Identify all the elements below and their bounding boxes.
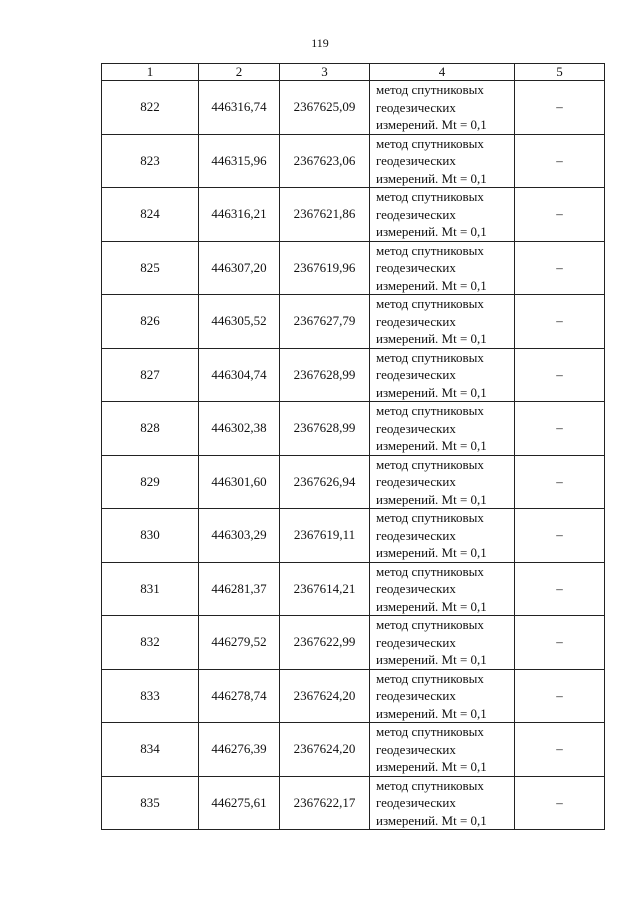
note-cell: – — [515, 723, 605, 777]
method-line: метод спутниковых — [376, 403, 484, 418]
method-line: измерений. Mt = 0,1 — [376, 759, 487, 774]
x-coordinate-cell: 446279,52 — [199, 616, 280, 670]
coordinates-table — [101, 63, 605, 830]
y-coordinate-cell: 2367614,21 — [280, 562, 370, 616]
x-coordinate-cell: 446316,21 — [199, 188, 280, 242]
note-cell: – — [515, 188, 605, 242]
method-line: измерений. Mt = 0,1 — [376, 598, 487, 614]
method-line: измерений. Mt = 0,1 — [376, 117, 487, 132]
method-line: метод спутниковых — [376, 82, 484, 97]
table-header — [102, 64, 605, 81]
point-number-cell: 829 — [102, 455, 199, 509]
x-coordinate-cell: 446275,61 — [199, 776, 280, 830]
point-number-cell: 828 — [102, 402, 199, 456]
method-line: метод спутниковых — [376, 135, 484, 151]
table-row — [102, 402, 605, 456]
method-line: измерений. Mt = 0,1 — [376, 331, 487, 346]
point-number-cell: 834 — [102, 723, 199, 777]
method-cell — [370, 616, 515, 670]
point-number-cell: 835 — [102, 776, 199, 830]
x-coordinate-cell: 446302,38 — [199, 402, 280, 456]
note-cell: – — [515, 669, 605, 723]
method-line: метод спутниковых — [376, 617, 484, 632]
note-cell: – — [515, 348, 605, 402]
method-cell — [370, 241, 515, 295]
method-line: геодезических — [376, 367, 456, 382]
x-coordinate-cell: 446278,74 — [199, 669, 280, 723]
note-cell: – — [515, 562, 605, 616]
note-cell: – — [515, 509, 605, 563]
method-line: метод спутниковых — [376, 456, 484, 472]
method-line: метод спутниковых — [376, 510, 484, 525]
method-cell — [370, 562, 515, 616]
y-coordinate-cell: 2367626,94 — [280, 455, 370, 509]
method-line: измерений. Mt = 0,1 — [376, 170, 487, 186]
method-line: геодезических — [376, 581, 456, 596]
method-line: измерений. Mt = 0,1 — [376, 384, 487, 400]
header-col-5: 5 — [515, 64, 605, 81]
method-line: метод спутниковых — [376, 724, 484, 739]
header-col-2: 2 — [199, 64, 280, 81]
method-line: измерений. Mt = 0,1 — [376, 277, 487, 293]
method-line: метод спутниковых — [376, 777, 484, 793]
point-number-cell: 824 — [102, 188, 199, 242]
note-cell: – — [515, 776, 605, 830]
x-coordinate-cell: 446303,29 — [199, 509, 280, 563]
method-line: геодезических — [376, 741, 456, 757]
point-number-cell: 823 — [102, 134, 199, 188]
y-coordinate-cell: 2367627,79 — [280, 295, 370, 349]
table-row — [102, 776, 605, 830]
x-coordinate-cell: 446305,52 — [199, 295, 280, 349]
x-coordinate-cell: 446307,20 — [199, 241, 280, 295]
note-cell: – — [515, 616, 605, 670]
note-cell: – — [515, 402, 605, 456]
method-line: геодезических — [376, 206, 456, 222]
method-line: геодезических — [376, 420, 456, 436]
y-coordinate-cell: 2367619,96 — [280, 241, 370, 295]
header-col-3: 3 — [280, 64, 370, 81]
method-line: геодезических — [376, 527, 456, 543]
method-line: измерений. Mt = 0,1 — [376, 491, 487, 507]
method-line: геодезических — [376, 795, 456, 810]
method-line: метод спутниковых — [376, 670, 484, 686]
note-cell: – — [515, 295, 605, 349]
point-number-cell: 830 — [102, 509, 199, 563]
method-cell — [370, 509, 515, 563]
method-cell — [370, 348, 515, 402]
x-coordinate-cell: 446315,96 — [199, 134, 280, 188]
y-coordinate-cell: 2367628,99 — [280, 402, 370, 456]
table-row — [102, 509, 605, 563]
method-cell — [370, 455, 515, 509]
method-cell — [370, 81, 515, 135]
note-cell: – — [515, 134, 605, 188]
table-row — [102, 562, 605, 616]
method-line: геодезических — [376, 688, 456, 703]
y-coordinate-cell: 2367628,99 — [280, 348, 370, 402]
table-row — [102, 348, 605, 402]
page-number: 119 — [311, 36, 329, 50]
point-number-cell: 822 — [102, 81, 199, 135]
table-row — [102, 81, 605, 135]
method-cell — [370, 188, 515, 242]
method-line: геодезических — [376, 99, 456, 115]
point-number-cell: 825 — [102, 241, 199, 295]
method-line: измерений. Mt = 0,1 — [376, 545, 487, 560]
method-line: метод спутниковых — [376, 189, 484, 204]
x-coordinate-cell: 446316,74 — [199, 81, 280, 135]
method-line: метод спутниковых — [376, 296, 484, 311]
method-line: метод спутниковых — [376, 242, 484, 258]
method-cell — [370, 134, 515, 188]
y-coordinate-cell: 2367622,99 — [280, 616, 370, 670]
header-col-1: 1 — [102, 64, 199, 81]
table-row — [102, 455, 605, 509]
method-line: геодезических — [376, 474, 456, 489]
method-line: измерений. Mt = 0,1 — [376, 812, 487, 828]
point-number-cell: 827 — [102, 348, 199, 402]
method-cell — [370, 402, 515, 456]
point-number-cell: 826 — [102, 295, 199, 349]
method-cell — [370, 776, 515, 830]
table-row — [102, 669, 605, 723]
note-cell: – — [515, 241, 605, 295]
method-cell — [370, 295, 515, 349]
note-cell: – — [515, 81, 605, 135]
note-cell: – — [515, 455, 605, 509]
table-row — [102, 295, 605, 349]
table-row — [102, 616, 605, 670]
y-coordinate-cell: 2367625,09 — [280, 81, 370, 135]
method-cell — [370, 723, 515, 777]
x-coordinate-cell: 446301,60 — [199, 455, 280, 509]
table-row — [102, 241, 605, 295]
method-line: измерений. Mt = 0,1 — [376, 438, 487, 453]
y-coordinate-cell: 2367622,17 — [280, 776, 370, 830]
y-coordinate-cell: 2367621,86 — [280, 188, 370, 242]
method-line: геодезических — [376, 260, 456, 275]
method-line: метод спутниковых — [376, 349, 484, 365]
header-col-4: 4 — [370, 64, 515, 81]
method-line: геодезических — [376, 153, 456, 168]
header-row — [102, 64, 605, 81]
table-body — [102, 81, 605, 830]
point-number-cell: 833 — [102, 669, 199, 723]
x-coordinate-cell: 446276,39 — [199, 723, 280, 777]
y-coordinate-cell: 2367619,11 — [280, 509, 370, 563]
method-line: геодезических — [376, 313, 456, 329]
table-row — [102, 134, 605, 188]
x-coordinate-cell: 446281,37 — [199, 562, 280, 616]
method-line: измерений. Mt = 0,1 — [376, 224, 487, 239]
method-line: метод спутниковых — [376, 563, 484, 579]
method-line: измерений. Mt = 0,1 — [376, 652, 487, 667]
point-number-cell: 831 — [102, 562, 199, 616]
method-line: измерений. Mt = 0,1 — [376, 705, 487, 721]
y-coordinate-cell: 2367624,20 — [280, 723, 370, 777]
y-coordinate-cell: 2367623,06 — [280, 134, 370, 188]
y-coordinate-cell: 2367624,20 — [280, 669, 370, 723]
point-number-cell: 832 — [102, 616, 199, 670]
table-row — [102, 188, 605, 242]
method-line: геодезических — [376, 634, 456, 650]
method-cell — [370, 669, 515, 723]
table-row — [102, 723, 605, 777]
x-coordinate-cell: 446304,74 — [199, 348, 280, 402]
